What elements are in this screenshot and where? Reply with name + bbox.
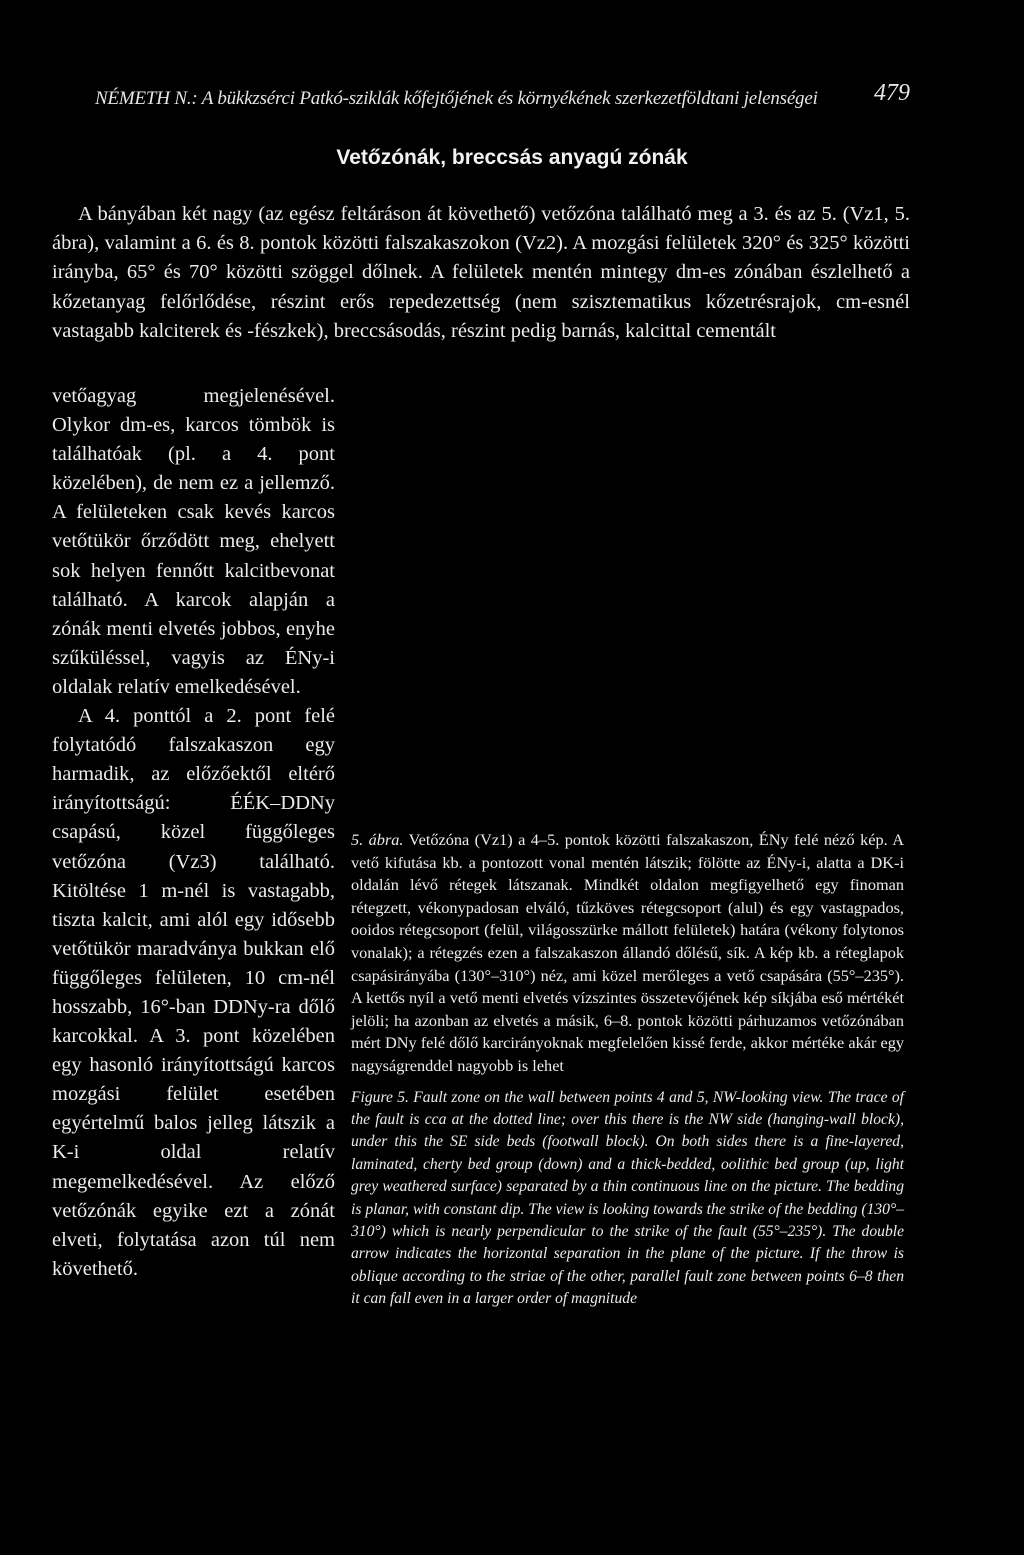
body-paragraph-vz3: A 4. ponttól a 2. pont felé folytatódó falszakaszon egy harmadik, az előzőektől eltérő irányítottságú: ÉÉK–DDNy csapású, közel függőleges vetőzóna (Vz3) található. Kitöltése 1 m-nél is vastagabb, tiszta kalcit, ami alól egy idősebb vetőtükör maradványa bukkan elő függőleges felületen, 10 cm-nél hosszabb, 16°-ban DDNy-ra dőlő karcokkal. A 3. pont közelében egy hasonló irányítottságú karcos mozgási felület esetében egyértelmű balos jelleg látszik a K-i oldal relatív megemelkedésével. Az előző vetőzónák egyike ezt a zónát elveti, folytatása azon túl nem követhető. (52, 705, 335, 1280)
figure-caption-label: 5. ábra. (351, 830, 404, 849)
figure-caption-english: Figure 5. Fault zone on the wall between points 4 and 5, NW-looking view. The trace of the fault is cca at the dotted line; over this there is the NW side (hanging-wall block), under this the SE side beds (footwall block). On both sides there is a fine-layered, laminated, cherty bed group (down) and a thick-bedded, oolithic bed group (up, light grey weathered surface) separated by a thin continuous line on the picture. The bedding is planar, with constant dip. The view is looking towards the strike of the bedding (130°–310°) which is nearly perpendicular to the strike of the fault (55°–235°). The double arrow indicates the horizontal separation in the plane of the picture. If the throw is oblique according to the striae of the other, parallel fault zone between points 6–8 then it can fall even in a larger order of magnitude (351, 1088, 904, 1308)
figure-caption-hungarian-text: Vetőzóna (Vz1) a 4–5. pontok közötti falszakaszon, ÉNy felé néző kép. A vető kifutása kb. a pontozott vonal mentén látszik; fölötte az ÉNy-i, alatta a DK-i oldalán lévő rétegek látszanak. Mindkét oldalon megfigyelhető egy finoman rétegzett, vékonypadosan elváló, tűzköves rétegcsoport (alul) és egy vastagpados, ooidos rétegcsoport (felül, világosszürke mállott felületek) határa (vékony folytonos vonalak); a rétegzés ezen a falszakaszon állandó dőlésű, sík. A kép kb. a réteglapok csapásirányába (130°–310°) néz, ami közel merőleges a vető csapására (55°–235°). A kettős nyíl a vető menti elvetés vízszintes összetevőjének kép síkjába eső mértékét jelöli; ha azonban az elvetés a másik, 6–8. pontok közötti párhuzamos vetőzónában mért DNy felé dőlő karcirányoknak megfelelően kissé ferde, akkor mértéke akár egy nagyságrenddel nagyobb is lehet (351, 830, 904, 1075)
page-number: 479 (874, 80, 910, 106)
body-left-column (52, 382, 335, 1284)
body-paragraph-continuation: vetőagyag megjelenésével. Olykor dm-es, karcos tömbök is találhatóak (pl. a 4. pont közelében), de nem ez a jellemző. A felületeken csak kevés karcos vetőtükör őrződött meg, ehelyett sok helyen fennőtt kalcitbevonat található. A karcok alapján a zónák menti elvetés jobbos, enyhe szűküléssel, vagyis az ÉNy-i oldalak relatív emelkedésével. (52, 385, 335, 698)
section-title: Vetőzónák, breccsás anyagú zónák (336, 146, 688, 169)
figure-caption-hungarian (351, 829, 904, 1078)
figure-caption-block (351, 829, 904, 1311)
intro-paragraph: A bányában két nagy (az egész feltáráson át követhető) vetőzóna található meg a 3. és az 5. (Vz1, 5. ábra), valamint a 6. és 8. pontok közötti falszakaszokon (Vz2). A mozgási felületek 320° és 325° közötti irányba, 65° és 70° közötti szöggel dőlnek. A felületek mentén mintegy dm-es zónában észlelhető a kőzetanyag felőrlődése, részint erős repedezettség (nem szisztematikus kőzetrésrajok, cm-esnél vastagabb kalciterek és -fészkek), breccsásodás, részint pedig barnás, kalcittal cementált (52, 203, 910, 342)
page-header (95, 80, 910, 120)
running-head: NÉMETH N.: A bükkzsérci Patkó-sziklák kőfejtőjének és környékének szerkezetföldtani jelenségei (95, 88, 818, 109)
